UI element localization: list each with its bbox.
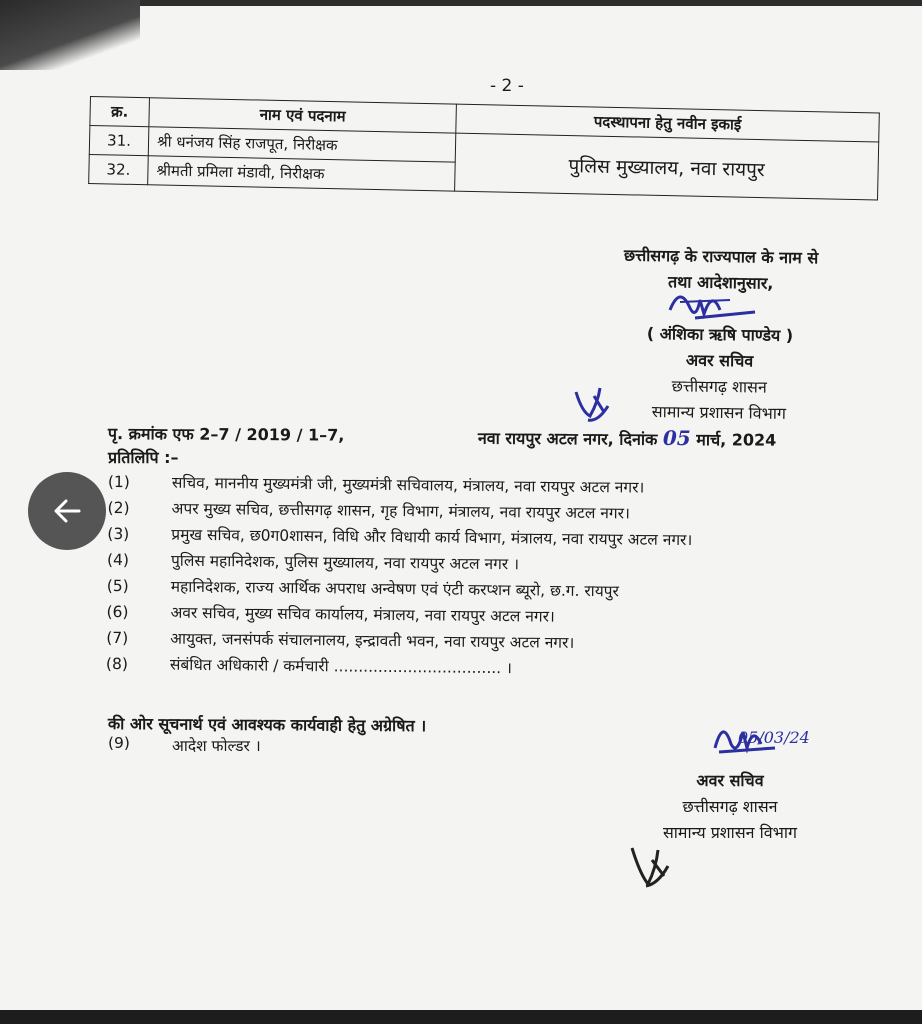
copy-list: [106, 470, 888, 686]
posting-table: [88, 96, 880, 201]
reference-date-day: 05: [662, 425, 691, 451]
list-item-number: (9): [108, 734, 130, 752]
authority-line-2: तथा आदेशानुसार,: [667, 272, 774, 293]
list-item-text: सचिव, माननीय मुख्यमंत्री जी, मुख्यमंत्री सचिवालय, मंत्रालय, नवा रायपुर अटल नगर।: [171, 473, 645, 497]
table-header-serial: क्र.: [90, 97, 150, 127]
copy-label: प्रतिलिपि :–: [108, 448, 179, 467]
list-item-text: अपर मुख्य सचिव, छत्तीसगढ़ शासन, गृह विभाग, मंत्रालय, नवा रायपुर अटल नगर।: [171, 499, 630, 523]
table-header-name: नाम एवं पदनाम: [149, 98, 457, 133]
reference-place: नवा रायपुर अटल नगर, दिनांक: [477, 428, 658, 449]
signatory-designation: अवर सचिव: [685, 350, 754, 371]
signatory-department: सामान्य प्रशासन विभाग: [651, 402, 787, 423]
list-item-text: महानिदेशक, राज्य आर्थिक अपराध अन्वेषण एवं एंटी करप्शन ब्यूरो, छ.ग. रायपुर: [170, 577, 619, 601]
list-item-text: आदेश फोल्डर ।: [172, 737, 261, 755]
reference-line: [108, 422, 888, 449]
list-item-text: आयुक्त, जनसंपर्क संचालनालय, इन्द्रावती भवन, नवा रायपुर अटल नगर।: [170, 629, 575, 652]
list-item-text: अवर सचिव, मुख्य सचिव कार्यालय, मंत्रालय, नवा रायपुर अटल नगर।: [170, 603, 555, 626]
reference-date-rest: मार्च, 2024: [696, 430, 777, 450]
handwritten-initials-2: [624, 840, 684, 896]
back-button[interactable]: [28, 472, 106, 550]
list-item-number: (4): [106, 550, 130, 570]
authority-line: छत्तीसगढ़ के राज्यपाल के नाम से: [623, 245, 819, 268]
handwritten-signature: [660, 280, 780, 330]
arrow-left-icon: [49, 493, 85, 529]
bottom-bar: [0, 1010, 922, 1024]
reference-place-date: [478, 425, 777, 451]
signature-block-2: [630, 768, 830, 846]
table-cell-unit: पुलिस मुख्यालय, नवा रायपुर: [455, 133, 879, 200]
list-item-number: (3): [107, 524, 130, 544]
signatory-department-2: सामान्य प्रशासन विभाग: [662, 823, 798, 842]
list-item-text: संबंधित अधिकारी / कर्मचारी .................................. ।: [169, 655, 513, 678]
table-cell-serial: 32.: [89, 154, 149, 184]
signatory-govt: छत्तीसगढ़ शासन: [671, 376, 767, 397]
list-item-text: पुलिस महानिदेशक, पुलिस मुख्यालय, नवा रायपुर अटल नगर ।: [170, 551, 520, 574]
table-header-unit: पदस्थापना हेतु नवीन इकाई: [456, 104, 880, 142]
list-item-number: (7): [106, 628, 129, 648]
handwritten-initials: [568, 382, 618, 428]
list-item-number: (6): [106, 602, 129, 622]
list-item-text: प्रमुख सचिव, छ0ग0शासन, विधि और विधायी कार्य विभाग, मंत्रालय, नवा रायपुर अटल नगर।: [171, 525, 693, 550]
forward-note: की ओर सूचनार्थ एवं आवश्यक कार्यवाही हेतु अग्रेषित ।: [107, 713, 427, 736]
reference-number: पृ. क्रमांक एफ 2–7 / 2019 / 1–7,: [107, 423, 345, 445]
list-item-number: (5): [106, 576, 129, 596]
page-number: - 2 -: [490, 76, 524, 96]
table-cell-name: श्री धनंजय सिंह राजपूत, निरीक्षक: [148, 127, 456, 162]
list-item-number: (2): [107, 498, 130, 518]
table-cell-serial: 31.: [89, 126, 149, 156]
signatory-govt-2: छत्तीसगढ़ शासन: [682, 797, 778, 816]
photo-corner-shadow: [0, 0, 140, 70]
list-item-number: (1): [107, 472, 130, 492]
table-cell-name: श्रीमती प्रमिला मंडावी, निरीक्षक: [148, 156, 456, 191]
handwritten-date: 05/03/24: [738, 728, 810, 747]
list-item-number: (8): [105, 654, 129, 674]
signatory-name: ( अंशिका ऋषि पाण्डेय ): [646, 323, 794, 346]
signatory-designation-2: अवर सचिव: [696, 771, 764, 790]
